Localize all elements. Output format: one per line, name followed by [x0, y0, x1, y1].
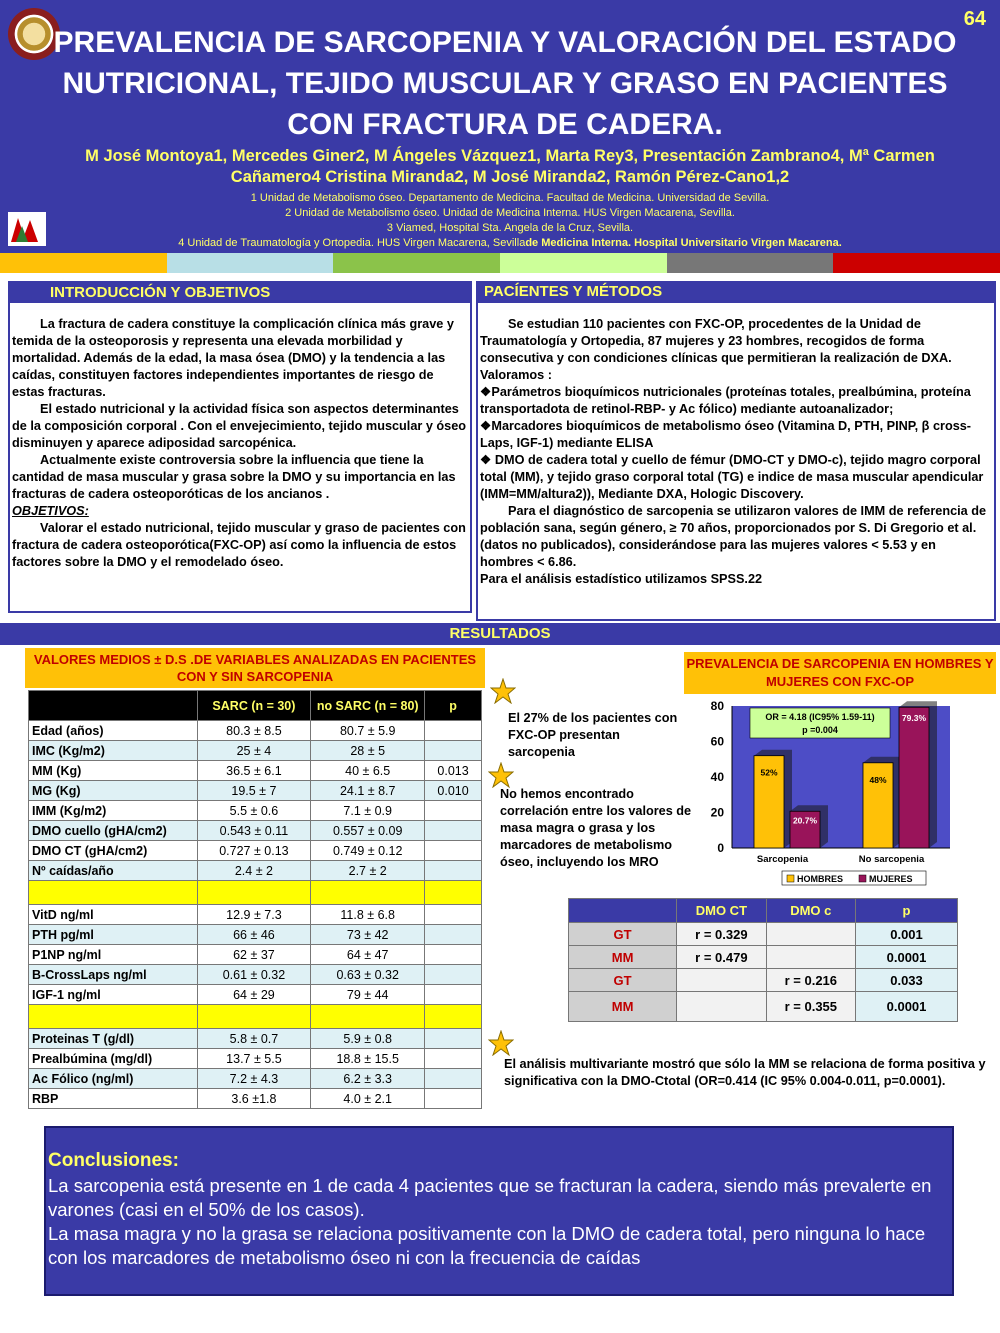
corr-cell — [677, 969, 766, 992]
table-cell: 18.8 ± 15.5 — [311, 1049, 425, 1069]
table-separator-cell — [311, 1005, 425, 1029]
table-cell: DMO CT (gHA/cm2) — [29, 841, 198, 861]
stripe-4 — [500, 253, 667, 273]
corr-cell: MM — [569, 992, 677, 1022]
x-category-label: No sarcopenia — [858, 854, 925, 865]
table-cell: 25 ± 4 — [197, 741, 311, 761]
table-cell: 5.8 ± 0.7 — [197, 1029, 311, 1049]
table-cell: 0.543 ± 0.11 — [197, 821, 311, 841]
table-row — [29, 721, 482, 741]
corr-cell: r = 0.329 — [677, 923, 766, 946]
table-cell — [425, 841, 482, 861]
stripe-1 — [0, 253, 167, 273]
table-cell: 80.3 ± 8.5 — [197, 721, 311, 741]
table-cell: 0.727 ± 0.13 — [197, 841, 311, 861]
table-cell: B-CrossLaps ng/ml — [29, 965, 198, 985]
corr-cell — [677, 992, 766, 1022]
y-tick-label: 60 — [710, 734, 724, 749]
table-cell: MM (Kg) — [29, 761, 198, 781]
table-cell: 0.61 ± 0.32 — [197, 965, 311, 985]
legend-label: HOMBRES — [797, 874, 844, 884]
legend-label: MUJERES — [869, 874, 913, 884]
table-header-cell — [29, 691, 198, 721]
table-cell: 5.9 ± 0.8 — [311, 1029, 425, 1049]
table-separator-cell — [311, 881, 425, 905]
corr-header-row — [569, 899, 958, 923]
note-correlation: No hemos encontrado correlación entre los valores de masa magra o grasa y los marcadores de metabolismo óseo, incluyendo los MRO — [500, 787, 692, 869]
table-separator-cell — [197, 881, 311, 905]
corr-cell: MM — [569, 946, 677, 969]
affiliation-1: 1 Unidad de Metabolismo óseo. Departamento de Medicina. Facultad de Medicina. Universidad de Sevilla. — [250, 192, 770, 204]
corr-cell: GT — [569, 923, 677, 946]
table-separator-row — [29, 881, 482, 905]
table-row — [29, 925, 482, 945]
methods-paragraph-3: Para el análisis estadístico utilizamos SPSS.22 — [480, 572, 763, 586]
correlation-table — [568, 898, 958, 1022]
y-tick-label: 0 — [717, 841, 724, 855]
corr-header-cell: DMO c — [766, 899, 855, 923]
legend-swatch — [787, 875, 794, 882]
table-cell — [425, 985, 482, 1005]
table-row — [29, 1069, 482, 1089]
table-row — [29, 965, 482, 985]
table-cell — [425, 861, 482, 881]
table-cell: 2.7 ± 2 — [311, 861, 425, 881]
corr-cell: 0.0001 — [856, 992, 958, 1022]
table-cell: P1NP ng/ml — [29, 945, 198, 965]
odds-ratio-text: OR = 4.18 (IC95% 1.59-11) — [765, 712, 875, 722]
affiliations — [60, 191, 960, 251]
methods-text — [480, 316, 990, 588]
methods-bullet-2: ❖Marcadores bioquímicos de metabolismo óseo (Vitamina D, PTH, PINP, β cross-Laps, IGF-1) mediante ELISA — [480, 419, 972, 450]
corr-header-cell — [569, 899, 677, 923]
stripe-2 — [167, 253, 334, 273]
table-cell: 0.010 — [425, 781, 482, 801]
table-cell: 7.2 ± 4.3 — [197, 1069, 311, 1089]
table-separator-cell — [425, 881, 482, 905]
table-cell: Proteinas T (g/dl) — [29, 1029, 198, 1049]
table-cell: VitD ng/ml — [29, 905, 198, 925]
table-row — [29, 945, 482, 965]
variables-table — [28, 690, 482, 1109]
bar-data-label: 52% — [760, 767, 778, 778]
methods-paragraph-2: Para el diagnóstico de sarcopenia se utilizaron valores de IMM de referencia de población sana, según género, ≥ 70 años, proporcionados por S. Di Gregorio et al. (datos no publicados), considerándose para las mujeres valores < 5.53 y en hombres < 6.86. — [480, 504, 987, 569]
table-cell — [425, 1029, 482, 1049]
table-cell: 0.557 ± 0.09 — [311, 821, 425, 841]
table-header-cell: no SARC (n = 80) — [311, 691, 425, 721]
table-row — [29, 1029, 482, 1049]
y-tick-label: 80 — [710, 699, 724, 713]
conclusions-heading: Conclusiones: — [48, 1150, 179, 1171]
legend-swatch — [859, 875, 866, 882]
table-row — [29, 761, 482, 781]
intro-paragraph-4: Valorar el estado nutricional, tejido muscular y graso de pacientes con fractura de cadera osteoporótica(FXC-OP) así como la influencia de estos factores sobre la DMO y el remodelado óseo. — [12, 521, 466, 569]
table-cell — [425, 721, 482, 741]
table-cell: 62 ± 37 — [197, 945, 311, 965]
table-cell: Prealbúmina (mg/dl) — [29, 1049, 198, 1069]
table-cell: IMM (Kg/m2) — [29, 801, 198, 821]
table-cell — [425, 905, 482, 925]
corr-cell: 0.033 — [856, 969, 958, 992]
poster-authors: M José Montoya1, Mercedes Giner2, M Ángeles Vázquez1, Marta Rey3, Presentación Zambrano4, Mª Carmen Cañamero4 Cristina Miranda2, M José Miranda2, Ramón Pérez-Cano1,2 — [85, 147, 935, 186]
intro-paragraph-1: La fractura de cadera constituye la complicación clínica más grave y temida de la osteoporosis y representa una elevada morbilidad y mortalidad. Además de la edad, la masa ósea (DMO) y la tendencia a las caídas, constituyen factores independientes importantes de riesgo de estas fracturas. — [12, 317, 454, 399]
intro-heading: INTRODUCCIÓN Y OBJETIVOS — [8, 281, 472, 303]
corr-row — [569, 969, 958, 992]
table-cell: 3.6 ±1.8 — [197, 1089, 311, 1109]
table-cell: Ac Fólico (ng/ml) — [29, 1069, 198, 1089]
intro-paragraph-2: El estado nutricional y la actividad física son aspectos determinantes de la composición corporal . Con el envejecimiento, tejido muscular y óseo disminuyen y aparece adiposidad sarcopénica. — [12, 402, 467, 450]
color-stripe — [0, 253, 1000, 273]
table-cell: 4.0 ± 2.1 — [311, 1089, 425, 1109]
methods-bullet-1: ❖Parámetros bioquímicos nutricionales (proteínas totales, prealbúmina, proteína transportadota de retinol-RBP- y Ac fólico) mediante autoanalizador; — [480, 385, 971, 416]
stripe-6 — [833, 253, 1000, 273]
table-separator-cell — [29, 1005, 198, 1029]
intro-text — [12, 316, 468, 571]
methods-bullet-3: ❖ DMO de cadera total y cuello de fémur (DMO-CT y DMO-c), tejido magro corporal total (MM), y tejido graso corporal total (TG) e indice de masa muscular apendicular (IMM=MM/altura2)), Mediante DXA, Hologic Discovery. — [480, 453, 984, 501]
table-cell: 7.1 ± 0.9 — [311, 801, 425, 821]
chart-title: PREVALENCIA DE SARCOPENIA EN HOMBRES Y MUJERES CON FXC-OP — [684, 652, 996, 694]
affiliation-suffix: de Medicina Interna. Hospital Universitario Virgen Macarena. — [525, 237, 842, 249]
table-cell: 73 ± 42 — [311, 925, 425, 945]
bar-mujeres — [899, 707, 929, 848]
star-icon — [488, 762, 514, 788]
bar-data-label: 20.7% — [792, 815, 818, 826]
corr-cell: r = 0.355 — [766, 992, 855, 1022]
table-cell: 28 ± 5 — [311, 741, 425, 761]
corr-row — [569, 946, 958, 969]
methods-heading: PACÍENTES Y MÉTODOS — [476, 281, 996, 303]
table-cell — [425, 1069, 482, 1089]
table-cell — [425, 965, 482, 985]
table-cell: IGF-1 ng/ml — [29, 985, 198, 1005]
corr-header-cell: DMO CT — [677, 899, 766, 923]
poster-title: PREVALENCIA DE SARCOPENIA Y VALORACIÓN DEL ESTADO NUTRICIONAL, TEJIDO MUSCULAR Y GRASO EN PACIENTES CON FRACTURA DE CADERA. — [53, 26, 957, 141]
conclusion-2: La masa magra y no la grasa se relaciona positivamente con la DMO de cadera total, pero ninguna lo hace con los marcadores de metabolismo óseo ni con la frecuencia de caídas — [48, 1223, 926, 1268]
table-row — [29, 821, 482, 841]
table-cell — [425, 801, 482, 821]
table-row — [29, 1049, 482, 1069]
prevalence-chart — [692, 696, 996, 888]
table-cell — [425, 945, 482, 965]
stripe-3 — [333, 253, 500, 273]
corr-cell: r = 0.479 — [677, 946, 766, 969]
table-cell: 40 ± 6.5 — [311, 761, 425, 781]
table-cell — [425, 925, 482, 945]
affiliation-2: 2 Unidad de Metabolismo óseo. Unidad de Medicina Interna. HUS Virgen Macarena, Sevilla. — [285, 207, 735, 219]
methods-paragraph-1: Se estudian 110 pacientes con FXC-OP, procedentes de la Unidad de Traumatología y Ortopedia, 87 mujeres y 23 hombres, recogidos de forma consecutiva y con condiciones clínicas que permitieran la realización de DXA. Valoramos : — [480, 317, 952, 382]
table-cell: 66 ± 46 — [197, 925, 311, 945]
table-cell: 0.749 ± 0.12 — [311, 841, 425, 861]
table-cell — [425, 1089, 482, 1109]
table-cell: 36.5 ± 6.1 — [197, 761, 311, 781]
table-cell: IMC (Kg/m2) — [29, 741, 198, 761]
corr-cell: GT — [569, 969, 677, 992]
corr-cell: r = 0.216 — [766, 969, 855, 992]
note-prevalence: El 27% de los pacientes con FXC-OP presentan sarcopenia — [508, 711, 678, 759]
y-tick-label: 40 — [710, 770, 724, 784]
variables-table-title: VALORES MEDIOS ± D.S .DE VARIABLES ANALIZADAS EN PACIENTES CON Y SIN SARCOPENIA — [25, 648, 485, 688]
table-cell: 79 ± 44 — [311, 985, 425, 1005]
table-cell: 64 ± 47 — [311, 945, 425, 965]
table-row — [29, 1089, 482, 1109]
corr-cell: 0.0001 — [856, 946, 958, 969]
objectives-label: OBJETIVOS: — [12, 504, 89, 518]
table-cell — [425, 821, 482, 841]
table-cell: 12.9 ± 7.3 — [197, 905, 311, 925]
table-cell — [425, 741, 482, 761]
hospital-logo — [8, 212, 46, 246]
stripe-5 — [667, 253, 834, 273]
corr-row — [569, 923, 958, 946]
star-icon — [488, 1030, 514, 1056]
corr-cell — [766, 946, 855, 969]
table-separator-row — [29, 1005, 482, 1029]
table-cell: RBP — [29, 1089, 198, 1109]
note-multivariate: El análisis multivariante mostró que sólo la MM se relaciona de forma positiva y significativa con la DMO-Ctotal (OR=0.414 (IC 95% 0.004-0.011, p=0.0001). — [504, 1057, 986, 1088]
table-cell: PTH pg/ml — [29, 925, 198, 945]
table-row — [29, 781, 482, 801]
table-cell: 2.4 ± 2 — [197, 861, 311, 881]
table-cell: 24.1 ± 8.7 — [311, 781, 425, 801]
table-header-cell: p — [425, 691, 482, 721]
table-cell: Edad (años) — [29, 721, 198, 741]
p-value-text: p =0.004 — [802, 725, 838, 735]
table-cell: 6.2 ± 3.3 — [311, 1069, 425, 1089]
star-icon — [490, 678, 516, 704]
table-cell: 0.013 — [425, 761, 482, 781]
table-cell — [425, 1049, 482, 1069]
table-cell: MG (Kg) — [29, 781, 198, 801]
table-separator-cell — [425, 1005, 482, 1029]
y-tick-label: 20 — [710, 805, 724, 820]
table-row — [29, 741, 482, 761]
conclusions-text — [48, 1174, 948, 1270]
table-cell: 19.5 ± 7 — [197, 781, 311, 801]
bar-data-label: 48% — [869, 774, 887, 785]
affiliation-3: 3 Viamed, Hospital Sta. Angela de la Cruz, Sevilla. — [386, 222, 634, 234]
table-row — [29, 841, 482, 861]
table-cell: 5.5 ± 0.6 — [197, 801, 311, 821]
conclusion-1: La sarcopenia está presente en 1 de cada 4 pacientes que se fracturan la cadera, siendo más prevalerte en varones (casi en el 50% de los casos). — [48, 1175, 932, 1220]
intro-paragraph-3: Actualmente existe controversia sobre la influencia que tiene la cantidad de masa muscular y grasa sobre la DMO y su importancia en las fracturas de cadera osteoporóticas de los ancianos . — [12, 453, 456, 501]
table-row — [29, 985, 482, 1005]
corr-cell: 0.001 — [856, 923, 958, 946]
table-header-row — [29, 691, 482, 721]
table-separator-cell — [29, 881, 198, 905]
corr-row — [569, 992, 958, 1022]
corr-header-cell: p — [856, 899, 958, 923]
table-cell: Nº caídas/año — [29, 861, 198, 881]
table-header-cell: SARC (n = 30) — [197, 691, 311, 721]
poster-number: 64 — [963, 8, 986, 30]
table-row — [29, 905, 482, 925]
results-heading: RESULTADOS — [0, 623, 1000, 645]
affiliation-4: 4 Unidad de Traumatología y Ortopedia. HUS Virgen Macarena, Sevillade Medicina Interna. Hospital Universitario Virgen Macarena. — [178, 237, 842, 249]
table-cell: DMO cuello (gHA/cm2) — [29, 821, 198, 841]
bar-data-label: 79.3% — [901, 713, 927, 724]
table-cell: 0.63 ± 0.32 — [311, 965, 425, 985]
table-separator-cell — [197, 1005, 311, 1029]
table-row — [29, 861, 482, 881]
table-row — [29, 801, 482, 821]
corr-cell — [766, 923, 855, 946]
table-cell: 80.7 ± 5.9 — [311, 721, 425, 741]
table-cell: 11.8 ± 6.8 — [311, 905, 425, 925]
table-cell: 13.7 ± 5.5 — [197, 1049, 311, 1069]
x-category-label: Sarcopenia — [756, 854, 809, 865]
table-cell: 64 ± 29 — [197, 985, 311, 1005]
